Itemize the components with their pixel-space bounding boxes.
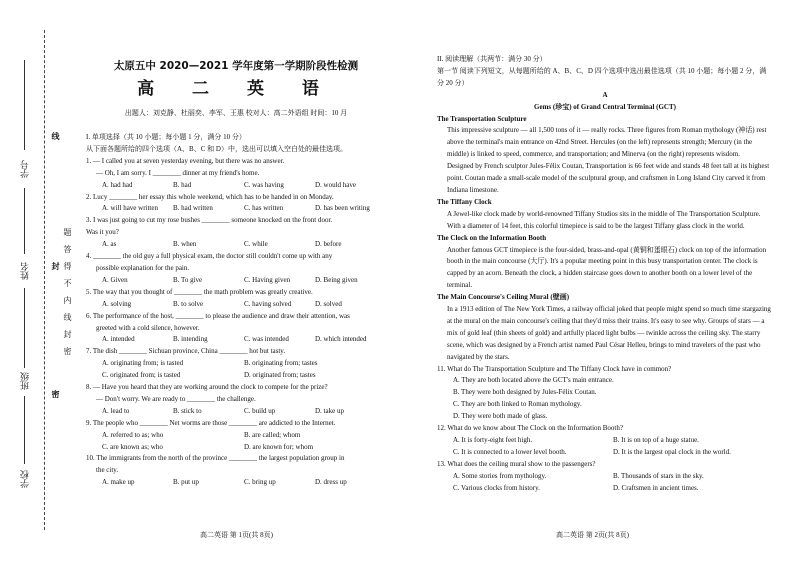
option[interactable]: C. Various clocks from history. — [453, 483, 540, 492]
option[interactable]: B. to solve — [173, 299, 204, 308]
option[interactable]: C. It is connected to a lower level booth. — [453, 447, 567, 456]
question-stem: 12. What do we know about The Clock on the Information Booth? — [437, 424, 623, 433]
paragraph: A Jewel-like clock made by world-renowned Tiffany Studios sits in the middle of The Transportation Sculpture. With a diameter of 14 feet, this colorful timepiece is said to be the largest Tiffany glass clock in the world. — [447, 209, 761, 230]
seal-char: 内 — [63, 296, 72, 305]
option[interactable]: A. solving — [102, 299, 132, 308]
option-row — [86, 239, 386, 251]
option[interactable]: D. solved — [315, 299, 342, 308]
question-stem: 9. The people who ________ Net worms are those ________ are addicted to the Internet. — [86, 418, 336, 427]
option[interactable]: A. had had — [102, 180, 133, 189]
option[interactable]: A. intended — [102, 335, 135, 344]
option[interactable]: A. lead to — [102, 406, 130, 415]
question-stem: 1. — I called you at seven yesterday evening, but there was no answer. — [86, 156, 285, 165]
class-blank[interactable] — [24, 288, 25, 368]
option[interactable]: D. would have — [315, 180, 357, 189]
option[interactable]: B. are called; whom — [244, 430, 301, 439]
exam-meta: 出题人：刘克静、杜丽奕、李军、王惠 校对人：高二外语组 时间：10 月 — [124, 109, 348, 117]
option[interactable]: C. having solved — [244, 299, 292, 308]
option-row — [437, 447, 773, 459]
question-stem: 6. The performance of the host, ________ to please the audience and draw their attention, was — [86, 311, 350, 320]
question-8 — [86, 382, 386, 418]
option[interactable]: B. Thousands of stars in the sky. — [613, 471, 704, 480]
name-blank[interactable] — [24, 188, 25, 254]
option[interactable]: C. was having — [244, 180, 284, 189]
passage-title: Gems (珍宝) of Grand Central Terminal (GCT) — [534, 102, 676, 111]
seal-mark-seal: 封 — [51, 262, 60, 271]
option[interactable]: D. They were both made of glass. — [453, 412, 548, 421]
seal-char: 封 — [63, 330, 72, 339]
option[interactable]: D. are known for; whom — [244, 442, 314, 451]
option-row — [86, 180, 386, 192]
student-number-blank[interactable] — [24, 60, 25, 150]
option[interactable]: C. while — [244, 240, 268, 249]
option[interactable]: D. originated from; tastes — [244, 371, 316, 380]
question-9 — [86, 418, 386, 454]
question-stem: greeted with a cold silence, however. — [96, 323, 200, 332]
option[interactable]: B. stick to — [173, 406, 202, 415]
option-row — [437, 471, 773, 483]
question-stem: the city. — [96, 466, 119, 475]
option-row — [86, 358, 386, 370]
option[interactable]: B. had written — [173, 204, 213, 213]
question-stem: 8. — Have you heard that they are working around the clock to compete for the prize? — [86, 383, 328, 392]
question-stem: — Oh, I am sorry. I ________ dinner at my friend's home. — [96, 168, 260, 177]
question-stem: 2. Lucy ________ her essay this whole weekend, which has to be handed in on Monday. — [86, 192, 334, 201]
question-stem: 5. The way that you thought of ________ the math problem was greatly creative. — [86, 287, 313, 296]
option[interactable]: D. which intended — [315, 335, 367, 344]
option-row — [86, 442, 386, 454]
seal-line — [44, 30, 45, 530]
question-6 — [86, 311, 386, 347]
page-footer-1: 高二英语 第 1页(共 8页) — [200, 531, 273, 539]
question-stem: Was it you? — [86, 228, 119, 237]
option[interactable]: D. It is the largest opal clock in the world. — [613, 447, 731, 456]
subheading-tiffany: The Tiffany Clock — [437, 197, 492, 206]
subheading-booth-clock: The Clock on the Information Booth — [437, 233, 547, 242]
question-stem: 7. The dish ________ Sichuan province, China ________ hot but tasty. — [86, 347, 286, 356]
paragraph: This impressive sculpture — all 1,500 tons of it — really rocks. Three figures from Roman mythology (神话) rest above the terminal's main entrance on 42nd Street. Hercules (on the left) represents strength; Mercury (in the middle) is linked to speed, commerce, and transportation; and Minerva (on the right) represents wisdom. — [447, 126, 767, 159]
option[interactable]: C. has written — [244, 204, 284, 213]
option[interactable]: A. Given — [102, 275, 128, 284]
class-label: 班级 — [20, 372, 30, 390]
option[interactable]: D. dress up — [315, 478, 347, 487]
option-row — [437, 483, 773, 495]
option[interactable]: B. originating from; tastes — [244, 359, 318, 368]
question-stem: 10. The immigrants from the north of the province ________ the largest population group in — [86, 454, 345, 463]
exam-title: 高 二 英 语 — [137, 79, 335, 99]
right-column — [437, 54, 773, 495]
section2-heading: II. 阅读理解（共两节：满分 30 分） — [437, 55, 547, 63]
option[interactable]: B. It is on top of a huge statue. — [613, 436, 699, 444]
option[interactable]: C. They are both linked to Roman mythology. — [453, 400, 582, 409]
option-row — [86, 477, 386, 489]
question-7 — [86, 346, 386, 382]
question-stem: 13. What does the ceiling mural show to the passengers? — [437, 459, 596, 468]
question-5 — [86, 287, 386, 311]
option[interactable]: D. before — [315, 240, 342, 249]
option-row — [437, 435, 773, 447]
question-4 — [86, 251, 386, 287]
option[interactable]: A. They are both located above the GCT's main entrance. — [453, 376, 614, 385]
school-label: 学校 — [20, 470, 30, 488]
page-footer-2: 高二英语 第 2页(共 8页) — [556, 531, 629, 539]
option[interactable]: B. put up — [173, 478, 199, 487]
school-blank[interactable] — [24, 396, 25, 464]
option[interactable]: B. when — [173, 240, 197, 249]
option[interactable]: B. had — [173, 180, 192, 189]
option-row — [86, 334, 386, 346]
question-12 — [437, 423, 773, 459]
paragraph: Designed by French sculptor Jules-Félix Coutan, Transportation is 66 feet wide and stands 48 feet tall at its highest point. Coutan made a small-scale model of the sculptural group, and craftsmen in Long Island City carved it from Indiana limestone. — [447, 162, 770, 194]
seal-char: 答 — [63, 245, 72, 254]
option-row — [86, 275, 386, 287]
question-stem: 11. What do The Transportation Sculpture and The Tiffany Clock have in common? — [437, 364, 672, 373]
option[interactable]: D. take up — [315, 406, 344, 415]
question-11 — [437, 364, 773, 424]
option[interactable]: C. are known as; who — [102, 442, 163, 451]
option-row — [86, 299, 386, 311]
option[interactable]: D. Craftsmen in ancient times. — [613, 483, 699, 492]
subheading-mural: The Main Concourse's Ceiling Mural (壁画) — [437, 293, 570, 302]
question-stem: 4. ________ the old guy a full physical exam, the doctor still couldn't come up with any — [86, 252, 333, 261]
option[interactable]: C. build up — [244, 406, 276, 415]
section2-instruction: 第一节 阅读下列短文，从每题所给的 A、B、C、D 四个选项中选出最佳选项（共 10 小题；每小题 2 分，满分 20 分） — [437, 66, 767, 87]
seal-char: 不 — [63, 279, 72, 288]
option[interactable]: C. Having given — [244, 275, 291, 284]
seal-char: 密 — [63, 347, 72, 356]
section1-heading: I. 单项选择（共 10 小题；每小题 1 分，满分 10 分） — [86, 133, 246, 141]
question-stem: 3. I was just going to cut my rose bushes ________ someone knocked on the front door. — [86, 216, 333, 225]
option-row — [86, 203, 386, 215]
option[interactable]: D. has been writing — [315, 204, 370, 213]
seal-char: 题 — [63, 228, 72, 237]
question-10 — [86, 453, 386, 489]
option[interactable]: C. originated from; is tasted — [102, 371, 181, 380]
left-column — [86, 132, 386, 489]
school-title: 太原五中 2020—2021 学年度第一学期阶段性检测 — [113, 60, 359, 72]
student-number-label: 学号 — [20, 160, 30, 178]
option[interactable]: D. Being given — [315, 275, 358, 284]
option[interactable]: A. will have written — [102, 204, 158, 213]
name-label: 姓名 — [20, 262, 30, 280]
option[interactable]: A. Some stories from mythology. — [453, 471, 547, 480]
option-row — [86, 430, 386, 442]
option[interactable]: B. intending — [173, 335, 208, 344]
option[interactable]: B. They were both designed by Jules-Félix Coutan. — [453, 388, 597, 397]
passage-letter: A — [602, 90, 608, 99]
option[interactable]: A. It is forty-eight feet high. — [453, 436, 533, 444]
question-stem: — Don't worry. We are ready to ________ the challenge. — [96, 394, 256, 403]
option-row — [86, 406, 386, 418]
seal-char: 得 — [63, 262, 72, 271]
option[interactable]: A. make up — [102, 478, 135, 487]
seal-char: 线 — [63, 313, 72, 322]
question-3 — [86, 215, 386, 251]
question-13 — [437, 459, 773, 495]
question-1 — [86, 156, 386, 192]
option[interactable]: A. referred to as; who — [102, 430, 164, 439]
binding-margin — [0, 0, 70, 561]
section1-instruction: 从下面各题所给的四个选项（A、B、C 和 D）中，选出可以填入空白处的最佳选项。 — [86, 144, 347, 153]
option-row — [86, 370, 386, 382]
subheading-sculpture: The Transportation Sculpture — [437, 114, 527, 123]
option[interactable]: A. originating from; is tasted — [102, 359, 184, 368]
seal-mark-secret: 密 — [51, 390, 60, 399]
option[interactable]: C. was intended — [244, 335, 289, 344]
option[interactable]: B. To give — [173, 275, 203, 284]
paragraph: In a 1913 edition of The New York Times, a railway official joked that people might spend so much time stargazing at the mural on the main concourse's ceiling that they'd miss their trains. It's easy to see why. Groups of stars — a mix of gold leaf (thin sheets of gold) and artfully placed light bulbs — twinkle across the ceiling sky. The starry scene, which was designed by a French artist named Paul César Helleu, brings to mind travelers of the past who navigated by the stars. — [447, 305, 771, 361]
option[interactable]: A. as — [102, 240, 117, 249]
question-2 — [86, 192, 386, 216]
paragraph: Another famous GCT timepiece is the four-sided, brass-and-opal (黄铜和蛋眼石) clock on top of the information booth in the main concourse (大厅). It's a popular meeting point in this busy transportation center. The clock is capped by an acorn. Beneath the clock, a hidden staircase goes down to another booth on a lower level of the terminal. — [447, 245, 767, 290]
option[interactable]: C. bring up — [244, 478, 276, 487]
question-stem: possible explanation for the pain. — [96, 263, 190, 272]
seal-mark-line: 线 — [51, 132, 60, 141]
